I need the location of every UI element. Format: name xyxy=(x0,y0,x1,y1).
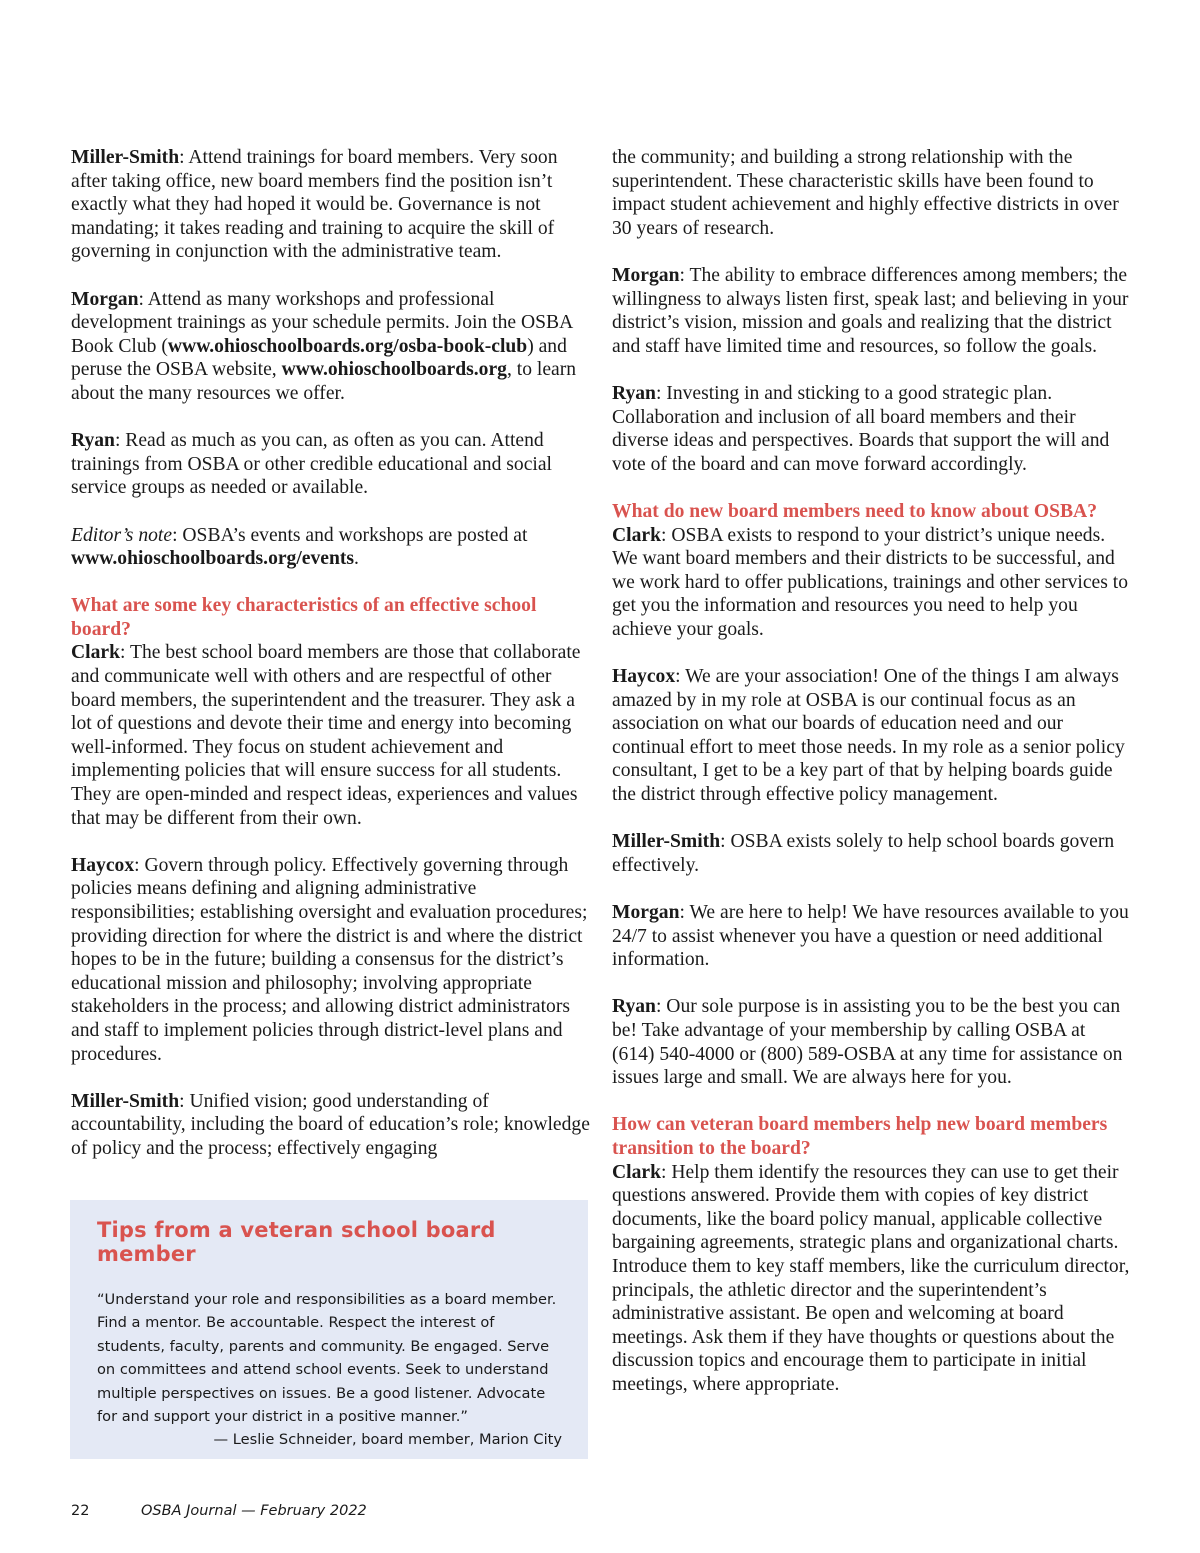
speaker-name: Morgan xyxy=(612,264,680,286)
paragraph-text: : The ability to embrace differences among members; the willingness to always listen first, speak last; and believing in your district’s vision, mission and goals and realizing that the district and staff have limited time and resources, so follow the goals. xyxy=(612,264,1129,357)
speaker-name: Ryan xyxy=(612,382,656,404)
paragraph-text: : Read as much as you can, as often as you can. Attend trainings from OSBA or other credible educational and social service groups as needed or available. xyxy=(71,430,553,499)
paragraph-text: : We are your association! One of the things I am always amazed by in my role at OSBA is our continual focus as an association on what our boards of education need and our continual effort to meet those needs. In my role as a senior policy consultant, I get to be a key part of that by helping boards guide the district through effective policy management. xyxy=(612,666,1125,806)
paragraph-ryan-3 xyxy=(612,995,1132,1089)
speaker-name: Ryan xyxy=(71,430,115,452)
question-heading-veteran: How can veteran board members help new board members transition to the board? xyxy=(612,1114,1108,1159)
paragraph-ryan-1 xyxy=(71,429,591,500)
paragraph-text: : OSBA’s events and workshops are posted at xyxy=(172,524,528,546)
paragraph-text: : We are here to help! We have resources available to you 24/7 to assist whenever you have a question or need additional information. xyxy=(612,902,1129,971)
paragraph-text: : Help them identify the resources they can use to get their questions answered. Provide them with copies of key district documents, like the board policy manual, applicable collective bargaining agreements, strategic plans and organizational charts. Introduce them to key staff members, like the curriculum director, principals, the athletic director and the superintendent’s administrative assistant. Be open and welcoming at board meetings. Ask them if they have thoughts or questions about the discussion topics and encourage them to participate in initial meetings, where appropriate. xyxy=(612,1161,1130,1395)
question-heading-osba: What do new board members need to know about OSBA? xyxy=(612,500,1097,522)
osba-website-link[interactable]: www.ohioschoolboards.org xyxy=(281,359,507,381)
journal-title: OSBA Journal — February 2022 xyxy=(141,1503,367,1519)
page-footer xyxy=(71,1503,367,1519)
events-link[interactable]: www.ohioschoolboards.org/events xyxy=(71,548,355,570)
paragraph-text: , to learn about the many resources we offer. xyxy=(71,359,577,404)
left-column xyxy=(71,146,591,1161)
paragraph-text: : Investing in and sticking to a good strategic plan. Collaboration and inclusion of all board members and their diverse ideas and perspectives. Boards that support the will and vote of the board and can move forward accordingly. xyxy=(612,382,1110,475)
paragraph-morgan-1 xyxy=(71,288,591,406)
speaker-name: Haycox xyxy=(71,854,135,876)
question-heading-characteristics: What are some key characteristics of an effective school board? xyxy=(71,595,537,640)
paragraph-clark-3 xyxy=(612,1161,1132,1397)
speaker-name: Ryan xyxy=(612,996,656,1018)
speaker-name: Morgan xyxy=(612,902,680,923)
paragraph-morgan-2 xyxy=(612,264,1132,358)
paragraph-continuation: the community; and building a strong relationship with the superintendent. These characteristic skills have been found to impact student achievement and highly effective districts in over 30 years of research. xyxy=(612,147,1119,239)
tips-quote: “Understand your role and responsibilities as a board member. Find a mentor. Be accountable. Respect the interest of students, faculty, parents and community. Be engaged. Serve on committees and attend school events. Seek to understand multiple perspectives on issues. Be a good listener. Advocate for and support your district in a positive manner.” xyxy=(97,1291,557,1426)
paragraph-text: : Attend as many workshops and professional development trainings as your schedule permits. Join the OSBA Book Club ( xyxy=(71,288,573,357)
speaker-name: Miller-Smith xyxy=(71,147,180,168)
paragraph-text: : OSBA exists solely to help school boards govern effectively. xyxy=(612,831,1115,876)
tips-sidebar xyxy=(70,1200,588,1459)
paragraph-text: : Unified vision; good understanding of accountability, including the board of education’s role; knowledge of policy and the process; effectively engaging xyxy=(71,1090,590,1159)
paragraph-text: : Attend trainings for board members. Very soon after taking office, new board members find the position isn’t exactly what they had hoped it would be. Governance is not mandating; it takes reading and training to acquire the skill of governing in conjunction with the administrative team. xyxy=(71,147,558,263)
right-column xyxy=(612,146,1132,1396)
paragraph-miller-smith-3 xyxy=(612,830,1132,877)
paragraph-miller-smith-1 xyxy=(71,146,591,264)
paragraph-clark-1 xyxy=(71,641,591,830)
paragraph-ryan-2 xyxy=(612,382,1132,476)
paragraph-text: . xyxy=(354,548,359,570)
page-number: 22 xyxy=(71,1503,90,1519)
speaker-name: Clark xyxy=(612,524,661,546)
tips-title: Tips from a veteran school board member xyxy=(97,1218,496,1266)
paragraph-haycox-1 xyxy=(71,854,591,1066)
paragraph-text: : OSBA exists to respond to your district’s unique needs. We want board members and their districts to be successful, and we work hard to offer publications, trainings and other services to get you the information and resources you need to help you achieve your goals. xyxy=(612,524,1129,640)
speaker-name: Clark xyxy=(612,1161,661,1183)
speaker-name: Miller-Smith xyxy=(71,1090,180,1112)
paragraph-morgan-3 xyxy=(612,901,1132,972)
paragraph-text: : The best school board members are those that collaborate and communicate well with others and are respectful of other board members, the superintendent and the treasurer. They ask a lot of questions and devote their time and energy into becoming well-informed. They focus on student achievement and implementing policies that will ensure success for all students. They are open-minded and respect ideas, experiences and values that may be different from their own. xyxy=(71,642,581,829)
paragraph-miller-smith-2 xyxy=(71,1090,591,1161)
editors-note-label: Editor’s note xyxy=(71,524,173,546)
tips-attribution: — Leslie Schneider, board member, Marion City xyxy=(213,1431,562,1449)
paragraph-text: ) and peruse the OSBA website, xyxy=(71,335,567,381)
speaker-name: Miller-Smith xyxy=(612,831,721,853)
speaker-name: Morgan xyxy=(71,288,139,310)
speaker-name: Haycox xyxy=(612,666,676,688)
speaker-name: Clark xyxy=(71,642,120,664)
paragraph-clark-2 xyxy=(612,524,1132,642)
paragraph-text: : Our sole purpose is in assisting you to be the best you can be! Take advantage of your membership by calling OSBA at (614) 540-4000 or (800) 589-OSBA at any time for assistance on issues large and small. We are always here for you. xyxy=(612,996,1123,1089)
book-club-link[interactable]: www.ohioschoolboards.org/osba-book-club xyxy=(167,335,528,357)
editors-note xyxy=(71,524,591,571)
paragraph-haycox-2 xyxy=(612,665,1132,807)
paragraph-text: : Govern through policy. Effectively governing through policies means defining and aligning administrative responsibilities; establishing oversight and evaluation procedures; providing direction for where the district is and where the district hopes to be in the future; building a consensus for the district’s educational mission and philosophy; involving appropriate stakeholders in the process; and allowing district administrators and staff to implement policies through district-level plans and procedures. xyxy=(71,854,588,1065)
